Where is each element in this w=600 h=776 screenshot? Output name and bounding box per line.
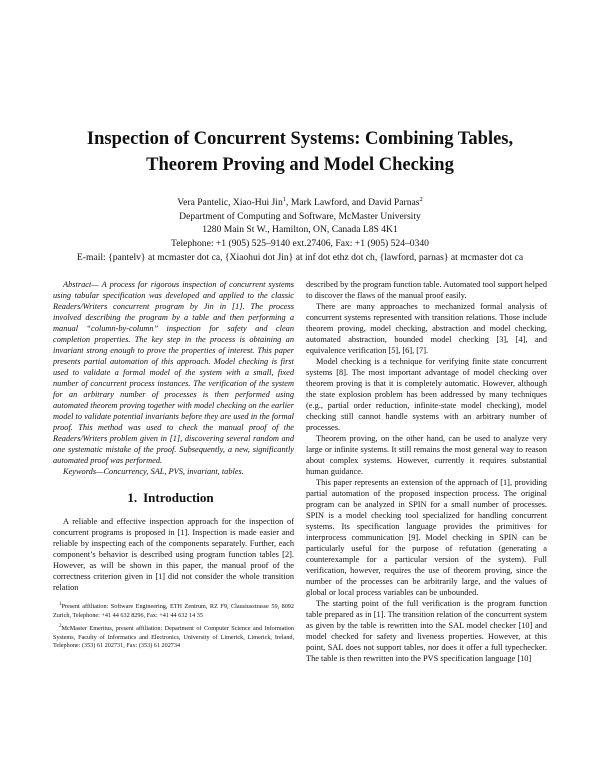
abstract (53, 279, 294, 466)
email-line: E-mail: {pantelv} at mcmaster dot ca, {Xiaohui dot Jin} at inf dot ethz dot ch, {lawford, parnas} at mcmaster dot ca (76, 251, 524, 263)
intro-paragraph: A reliable and effective inspection approach for the inspection of concurrent programs is proposed in [1]. Inspection is made easier and reliable by inspecting each of the components separately. Further, each component’s behavior is described using program function tables [2]. However, as will be shown in this paper, the manual proof of the correctness criterion given in [1] did not consider the whole transition relation (53, 517, 294, 592)
body-paragraph: This paper represents an extension of the approach of [1], providing partial automation of the proposed inspection process. The original program can be analyzed in SPIN for a small number of processes. SPIN is a model checking tool specialized for handling concurrent systems. Its specification language provides the primitives for interprocess communication [9]. Model checking in SPIN can be particularly useful for the purpose of refutation (generating a counterexample for a particular version of the system). Full verification, however, requires the use of theorem proving, since the number of the processes can be arbitrarily large, and the values of global or local process variables can be unbounded. (306, 478, 547, 597)
body-paragraph: The starting point of the full verification is the program function table prepared as in [1]. The transition relation of the concurrent system as given by the table is rewritten into the SAL model checker [10] and model checked for safety and liveness properties. However, at this point, SAL does not support tables, nor does it offer a full typechecker. The table is then rewritten into the PVS specification language [10] (306, 599, 547, 663)
right-column (306, 279, 547, 664)
author-footnote-mark-1: 1 (282, 196, 287, 203)
body-paragraph: Model checking is a technique for verifying finite state concurrent systems [8]. The most important advantage of model checking over theorem proving is that it is completely automatic. However, although the state explosion problem has been addressed by many techniques (e.g., partial order reduction, infinite-state model checking), model checking still cannot handle systems with an arbitrary number of processes. (306, 357, 547, 432)
footnotes (53, 601, 294, 651)
footnote-1 (53, 601, 294, 620)
author-names (30, 193, 570, 210)
author-group-2: , Mark Lawford, and David Parnas (286, 197, 420, 209)
left-column (53, 279, 294, 654)
affiliation: Department of Computing and Software, McMaster University (179, 210, 421, 222)
keywords: Keywords—Concurrency, SAL, PVS, invariant, tables. (63, 467, 244, 476)
body-paragraph: Theorem proving, on the other hand, can be used to analyze very large or infinite systems. It still remains the most general way to reason about complex systems. However, currently it requires substantial human guidance. (306, 434, 547, 476)
body-paragraph-continued: described by the program function table. Automated tool support helped to discover the flaws of the manual proof easily. (306, 280, 547, 300)
body-paragraph: There are many approaches to mechanized formal analysis of concurrent systems represented with transition relations. Those include theorem proving, model checking, abstraction and model checking, automated abstraction, bounded model checking [3], [4], and equivalence verification [5], [6], [7]. (306, 302, 547, 355)
address: 1280 Main St W., Hamilton, ON, Canada L8S 4K1 (202, 224, 398, 236)
phone-fax: Telephone: +1 (905) 525–9140 ext.27406, Fax: +1 (905) 524–0340 (171, 237, 429, 249)
title-line-1: Inspection of Concurrent Systems: Combining Tables, (86, 129, 514, 149)
author-footnote-mark-2: 2 (419, 196, 423, 203)
section-heading-introduction (53, 490, 294, 506)
author-group-1: Vera Pantelic, Xiao-Hui Jin (177, 197, 283, 209)
author-block (30, 193, 570, 264)
section-number: 1. (127, 490, 138, 505)
footnote-2 (53, 623, 294, 651)
footnote-1-text: Present affiliation: Software Engineering, ETH Zentrum, RZ F9, Clausiusstrasse 59, 8092 Zurich, Telephone: +41 44 632 8296, Fax: +41 44 632 14 35 (53, 603, 294, 619)
title-line-2: Theorem Proving and Model Checking (146, 155, 454, 175)
section-title: Introduction (143, 490, 214, 505)
footnote-1-mark: 1 (59, 602, 62, 607)
footnote-2-text: McMaster Emeritus, present affiliation: Department of Computer Science and Information Systems, Faculty of Informatics and Electronics, University of Limerick, Limerick, Ireland, Telephone: (353) 61 202731, Fax: (353) 61 202734 (53, 625, 294, 650)
footnote-2-mark: 2 (59, 624, 62, 630)
paper-title (40, 126, 560, 178)
abstract-text: Abstract— A process for rigorous inspection of concurrent systems using tabular specification was developed and applied to the classic Readers/Writers concurrent program by Jin in [1]. The process involved describing the program by a table and then performing a manual “column-by-column” inspection for safety and clean completion properties. The key step in the process is obtaining an invariant strong enough to prove the properties of interest. This paper presents partial automation of this approach. Model checking is first used to validate a formal model of the system with a small, fixed number of concurrent process instances. The verification of the system for an arbitrary number of processes is then performed using automated theorem proving together with model checking on the earlier model to validate potential invariants before they are used in the formal proof. This method was used to check the manual proof of the Readers/Writers problem given in [1], discovering several random and one systematic mistake of the proof. Subsequently, a new, significantly automated proof was performed. (53, 280, 294, 465)
